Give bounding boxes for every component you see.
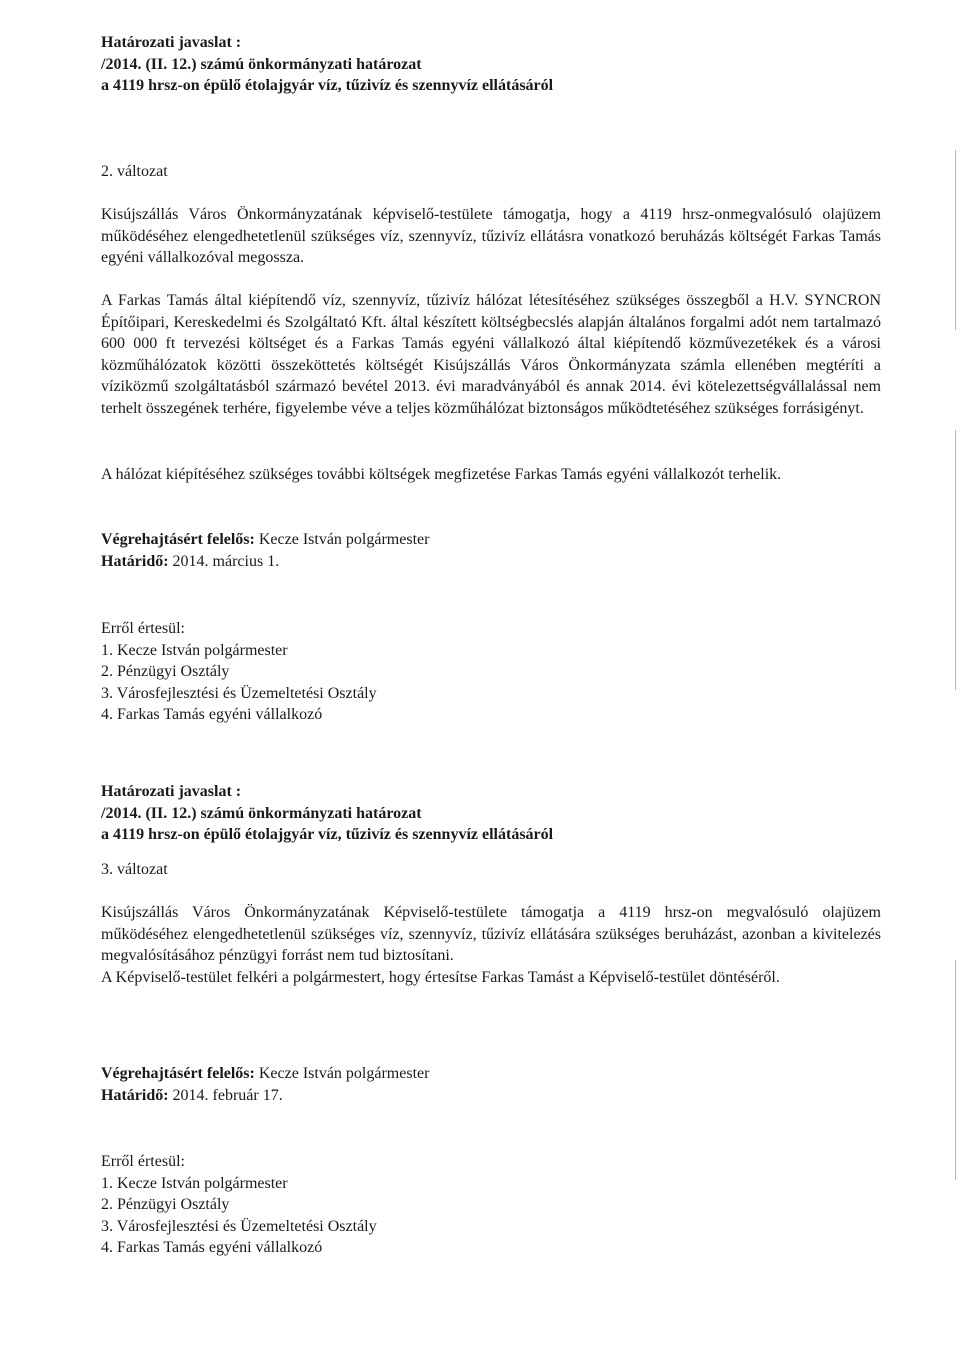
proposal-1-notify-list [101, 618, 881, 726]
resolution-number: /2014. (II. 12.) számú önkormányzati határozat [101, 804, 422, 822]
resolution-number: /2014. (II. 12.) számú önkormányzati határozat [101, 55, 422, 73]
notify-title: Erről értesül: [101, 1153, 185, 1170]
deadline-line [101, 551, 881, 573]
responsible-value: Kecze István polgármester [254, 1065, 430, 1082]
notify-title: Erről értesül: [101, 620, 185, 637]
proposal-2-paragraph-2: A Képviselő-testület felkéri a polgármestert, hogy értesítse Farkas Tamást a Képviselő-testület döntéséről. [101, 969, 780, 986]
deadline-value: 2014. március 1. [168, 552, 280, 570]
proposal-1-paragraph-3: A hálózat kiépítéséhez szükséges további költségek megfizetése Farkas Tamás egyéni vállalkozót terhelik. [101, 466, 782, 483]
list-item: 4. Farkas Tamás egyéni vállalkozó [101, 706, 323, 723]
proposal-2-header [101, 781, 881, 846]
list-item: 2. Pénzügyi Osztály [101, 663, 230, 680]
responsible-value: Kecze István polgármester [254, 531, 430, 548]
list-item: 1. Kecze István polgármester [101, 1174, 288, 1192]
proposal-2-paragraph-1: Kisújszállás Város Önkormányzatának Képviselő-testülete támogatja a 4119 hrsz-on megvalósuló olajüzem működéséhez elengedhetetlenül szükséges víz, szennyvíz, tűzivíz ellátására szükséges beruházást, azonban a kivitelezés megvalósításához pénzügyi forrást nem tud biztosítani. [101, 904, 881, 964]
deadline-label: Határidő: [101, 1086, 169, 1104]
proposal-1-paragraph-1: Kisújszállás Város Önkormányzatának képviselő-testülete támogatja, hogy a 4119 hrsz-onmegvalósuló olajüzem működéséhez elengedhetetlenül szükséges víz, szennyvíz, tűzivíz ellátásra vonatkozó beruházás költségét Farkas Tamás egyéni vállalkozóval megossza. [101, 206, 881, 266]
list-item: 3. Városfejlesztési és Üzemeltetési Osztály [101, 684, 377, 702]
proposal-1-responsibility [101, 529, 881, 572]
resolution-subject: a 4119 hrsz-on épülő étolajgyár víz, tűzivíz és szennyvíz ellátásáról [101, 826, 554, 843]
proposal-1-header [101, 32, 881, 97]
list-item: 1. Kecze István polgármester [101, 641, 288, 659]
scan-edge-mark [955, 150, 956, 330]
variant-label: 3. változat [101, 861, 168, 878]
variant-label: 2. változat [101, 163, 168, 180]
deadline-value: 2014. február 17. [168, 1086, 283, 1104]
proposal-2-notify-list [101, 1151, 881, 1259]
proposal-heading: Határozati javaslat : [101, 34, 242, 51]
scan-edge-mark [955, 430, 956, 690]
resolution-subject: a 4119 hrsz-on épülő étolajgyár víz, tűzivíz és szennyvíz ellátásáról [101, 77, 554, 94]
proposal-2-responsibility [101, 1063, 881, 1106]
list-item: 3. Városfejlesztési és Üzemeltetési Osztály [101, 1217, 377, 1235]
proposal-heading: Határozati javaslat : [101, 783, 242, 800]
responsible-line [101, 1063, 881, 1085]
responsible-label: Végrehajtásért felelős: [101, 531, 255, 548]
deadline-line [101, 1085, 881, 1107]
list-item: 4. Farkas Tamás egyéni vállalkozó [101, 1239, 323, 1256]
scan-edge-mark [955, 960, 956, 1180]
responsible-label: Végrehajtásért felelős: [101, 1065, 255, 1082]
responsible-line [101, 529, 881, 551]
deadline-label: Határidő: [101, 552, 169, 570]
proposal-1-paragraph-2: A Farkas Tamás által kiépítendő víz, szennyvíz, tűzivíz hálózat létesítéséhez szükséges összegből a H.V. SYNCRON Építőipari, Kereskedelmi és Szolgáltató Kft. által készített költségbecslés alapján általános forgalmi adót nem tartalmazó 600 000 ft tervezési költséget és a Farkas Tamás egyéni vállalkozó által kiépítendő közművezetékek és a városi közműhálózatok közötti összeköttetés költségét Kisújszállás Város Önkormányzata számla ellenében megtéríti a víziközmű szolgáltatásból származó bevétel 2013. évi maradványából és annak 2014. évi kötelezettségvállalással nem terhelt összegének terhére, figyelembe véve a teljes közműhálózat biztonságos működtetéséhez szükséges forrásigényt. [101, 292, 881, 417]
list-item: 2. Pénzügyi Osztály [101, 1196, 230, 1213]
